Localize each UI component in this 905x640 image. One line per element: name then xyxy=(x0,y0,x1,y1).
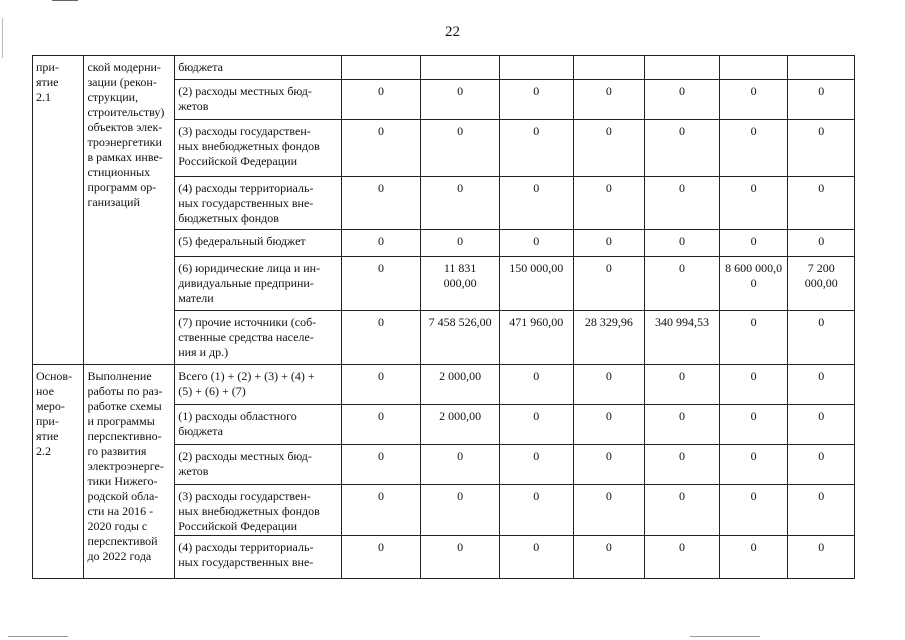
value-cell: 0 xyxy=(719,230,788,257)
scan-mark-top-left xyxy=(52,0,78,1)
value-cell: 0 xyxy=(719,405,788,445)
value-cell: 0 xyxy=(573,405,645,445)
activity-name-line: электроэнерге- xyxy=(87,459,164,473)
value-cell: 0 xyxy=(573,120,645,177)
value-cell xyxy=(788,56,855,80)
activity-name-line: объектов элек- xyxy=(87,120,163,134)
value-cell: 0 xyxy=(341,177,421,230)
funding-source-line: ных внебюджетных фондов xyxy=(178,504,320,518)
activity-name-line: программ ор- xyxy=(87,180,157,194)
value-cell: 0 xyxy=(719,177,788,230)
value-cell: 0 xyxy=(421,120,500,177)
value-cell: 0 xyxy=(421,445,500,485)
activity-name-line: Выполнение xyxy=(87,369,152,383)
value-cell: 0 xyxy=(421,485,500,536)
value-cell: 0 xyxy=(341,445,421,485)
funding-source-line: (4) расходы территориаль- xyxy=(178,181,314,195)
value-cell: 0 xyxy=(719,445,788,485)
funding-source-line: Российской Федерации xyxy=(178,154,298,168)
value-cell: 0 xyxy=(341,536,421,579)
activity-name-line: ганизаций xyxy=(87,195,140,209)
value-cell: 0 xyxy=(645,120,720,177)
activity-number-line: ное xyxy=(36,384,54,398)
funding-source-line: Всего (1) + (2) + (3) + (4) + xyxy=(178,369,315,383)
funding-source-line: ных государственных вне- xyxy=(178,196,314,210)
scan-mark-bottom-left xyxy=(8,636,68,637)
funding-source-line: жетов xyxy=(178,464,209,478)
activity-number-line: при- xyxy=(36,414,59,428)
funding-source-line: матели xyxy=(178,291,214,305)
value-cell: 0 xyxy=(573,365,645,405)
funding-source-line: жетов xyxy=(178,99,209,113)
budget-table xyxy=(32,55,855,579)
value-cell: 0 xyxy=(645,445,720,485)
value-cell: 0 xyxy=(499,177,573,230)
value-cell: 0 xyxy=(573,536,645,579)
activity-number-cell xyxy=(33,365,84,579)
activity-name-line: работке схемы xyxy=(87,399,162,413)
funding-source-cell xyxy=(175,445,341,485)
activity-name-cell xyxy=(84,365,175,579)
value-cell: 471 960,00 xyxy=(499,311,573,365)
funding-source-line: (2) расходы местных бюд- xyxy=(178,84,312,98)
value-cell: 0 xyxy=(645,257,720,311)
funding-source-line: ных государственных вне- xyxy=(178,555,314,569)
table-row xyxy=(33,56,855,80)
value-cell: 0 xyxy=(645,536,720,579)
activity-name-line: родской обла- xyxy=(87,489,159,503)
funding-source-cell xyxy=(175,230,341,257)
funding-source-line: ния и др.) xyxy=(178,345,229,359)
value-cell: 0 xyxy=(573,177,645,230)
value-cell: 0 xyxy=(788,80,855,120)
value-cell: 0 xyxy=(788,485,855,536)
funding-source-line: (5) + (6) + (7) xyxy=(178,384,246,398)
activity-number-line: Основ- xyxy=(36,369,73,383)
activity-name-line: го развития xyxy=(87,444,147,458)
funding-source-line: Российской Федерации xyxy=(178,519,298,533)
activity-name-line: работы по раз- xyxy=(87,384,163,398)
value-cell: 0 xyxy=(719,80,788,120)
funding-source-cell xyxy=(175,56,341,80)
value-cell: 340 994,53 xyxy=(645,311,720,365)
value-cell: 0 xyxy=(645,230,720,257)
funding-source-line: (3) расходы государствен- xyxy=(178,489,311,503)
activity-number-line: 2.2 xyxy=(36,444,51,458)
funding-source-cell xyxy=(175,405,341,445)
activity-name-line: перспективно- xyxy=(87,429,162,443)
value-cell xyxy=(421,56,500,80)
activity-name-line: и программы xyxy=(87,414,155,428)
activity-name-line: строительству) xyxy=(87,105,165,119)
funding-source-line: дивидуальные предприни- xyxy=(178,276,314,290)
funding-source-cell xyxy=(175,536,341,579)
value-cell: 11 831 000,00 xyxy=(421,257,500,311)
value-cell: 0 xyxy=(499,536,573,579)
funding-source-line: (3) расходы государствен- xyxy=(178,124,311,138)
activity-name-line: зации (рекон- xyxy=(87,75,157,89)
value-cell: 0 xyxy=(788,230,855,257)
value-cell xyxy=(719,56,788,80)
value-cell: 0 xyxy=(341,120,421,177)
activity-number-line: при- xyxy=(36,60,59,74)
value-cell: 0 xyxy=(499,120,573,177)
value-cell: 0 xyxy=(499,405,573,445)
value-cell xyxy=(341,56,421,80)
value-cell: 0 xyxy=(788,120,855,177)
value-cell: 0 xyxy=(341,311,421,365)
funding-source-line: бюджета xyxy=(178,424,223,438)
value-cell: 0 xyxy=(645,365,720,405)
value-cell: 7 458 526,00 xyxy=(421,311,500,365)
value-cell: 0 xyxy=(573,257,645,311)
funding-source-line: (5) федеральный бюджет xyxy=(178,234,306,248)
funding-source-cell xyxy=(175,311,341,365)
activity-number-line: ятие xyxy=(36,75,59,89)
value-cell: 0 xyxy=(788,177,855,230)
value-cell: 0 xyxy=(645,485,720,536)
value-cell: 0 xyxy=(645,80,720,120)
activity-name-line: до 2022 года xyxy=(87,549,152,563)
table-row xyxy=(33,365,855,405)
value-cell: 0 xyxy=(421,536,500,579)
value-cell: 0 xyxy=(499,445,573,485)
page-number: 22 xyxy=(445,24,460,40)
value-cell: 0 xyxy=(788,405,855,445)
value-cell: 8 600 000,0 0 xyxy=(719,257,788,311)
value-cell: 0 xyxy=(341,230,421,257)
funding-source-line: бюджета xyxy=(178,60,223,74)
activity-number-line: 2.1 xyxy=(36,90,51,104)
value-cell: 0 xyxy=(788,536,855,579)
value-cell: 0 xyxy=(573,485,645,536)
activity-name-line: ской модерни- xyxy=(87,60,161,74)
funding-source-cell xyxy=(175,80,341,120)
value-cell: 0 xyxy=(719,365,788,405)
funding-source-cell xyxy=(175,120,341,177)
value-cell: 0 xyxy=(341,405,421,445)
value-cell xyxy=(499,56,573,80)
value-cell: 0 xyxy=(421,177,500,230)
value-cell: 0 xyxy=(788,445,855,485)
funding-source-line: бюджетных фондов xyxy=(178,211,279,225)
funding-source-cell xyxy=(175,365,341,405)
value-cell: 28 329,96 xyxy=(573,311,645,365)
value-cell: 0 xyxy=(421,230,500,257)
value-cell: 0 xyxy=(719,485,788,536)
value-cell: 2 000,00 xyxy=(421,365,500,405)
activity-name-line: струкции, xyxy=(87,90,139,104)
activity-number-cell xyxy=(33,56,84,365)
value-cell: 0 xyxy=(341,257,421,311)
funding-source-cell xyxy=(175,485,341,536)
activity-name-line: сти на 2016 - xyxy=(87,504,154,518)
activity-name-line: в рамках инве- xyxy=(87,150,163,164)
activity-name-line: тики Нижего- xyxy=(87,474,158,488)
value-cell: 0 xyxy=(499,365,573,405)
funding-source-line: ных внебюджетных фондов xyxy=(178,139,320,153)
scan-mark-bottom-right xyxy=(690,636,760,637)
funding-source-line: (2) расходы местных бюд- xyxy=(178,449,312,463)
funding-source-line: (1) расходы областного xyxy=(178,409,297,423)
value-cell xyxy=(645,56,720,80)
funding-source-line: (7) прочие источники (соб- xyxy=(178,315,317,329)
funding-source-cell xyxy=(175,177,341,230)
value-cell: 0 xyxy=(788,365,855,405)
value-cell: 0 xyxy=(499,485,573,536)
value-cell: 0 xyxy=(341,485,421,536)
value-cell: 0 xyxy=(645,405,720,445)
value-cell: 0 xyxy=(719,536,788,579)
activity-name-line: троэнергетики xyxy=(87,135,162,149)
funding-source-cell xyxy=(175,257,341,311)
value-cell: 0 xyxy=(573,230,645,257)
funding-source-line: ственные средства населе- xyxy=(178,330,314,344)
value-cell: 0 xyxy=(499,80,573,120)
activity-name-line: перспективой xyxy=(87,534,158,548)
value-cell: 7 200 000,00 xyxy=(788,257,855,311)
activity-name-line: 2020 годы с xyxy=(87,519,148,533)
value-cell xyxy=(573,56,645,80)
value-cell: 0 xyxy=(645,177,720,230)
value-cell: 0 xyxy=(719,120,788,177)
value-cell: 0 xyxy=(788,311,855,365)
value-cell: 0 xyxy=(573,445,645,485)
value-cell: 150 000,00 xyxy=(499,257,573,311)
value-cell: 0 xyxy=(341,365,421,405)
activity-name-cell xyxy=(84,56,175,365)
value-cell: 0 xyxy=(499,230,573,257)
value-cell: 0 xyxy=(421,80,500,120)
activity-number-line: ятие xyxy=(36,429,59,443)
funding-source-line: (4) расходы территориаль- xyxy=(178,540,314,554)
value-cell: 0 xyxy=(719,311,788,365)
activity-number-line: меро- xyxy=(36,399,65,413)
funding-source-line: (6) юридические лица и ин- xyxy=(178,261,321,275)
value-cell: 0 xyxy=(341,80,421,120)
value-cell: 2 000,00 xyxy=(421,405,500,445)
value-cell: 0 xyxy=(573,80,645,120)
activity-name-line: стиционных xyxy=(87,165,151,179)
